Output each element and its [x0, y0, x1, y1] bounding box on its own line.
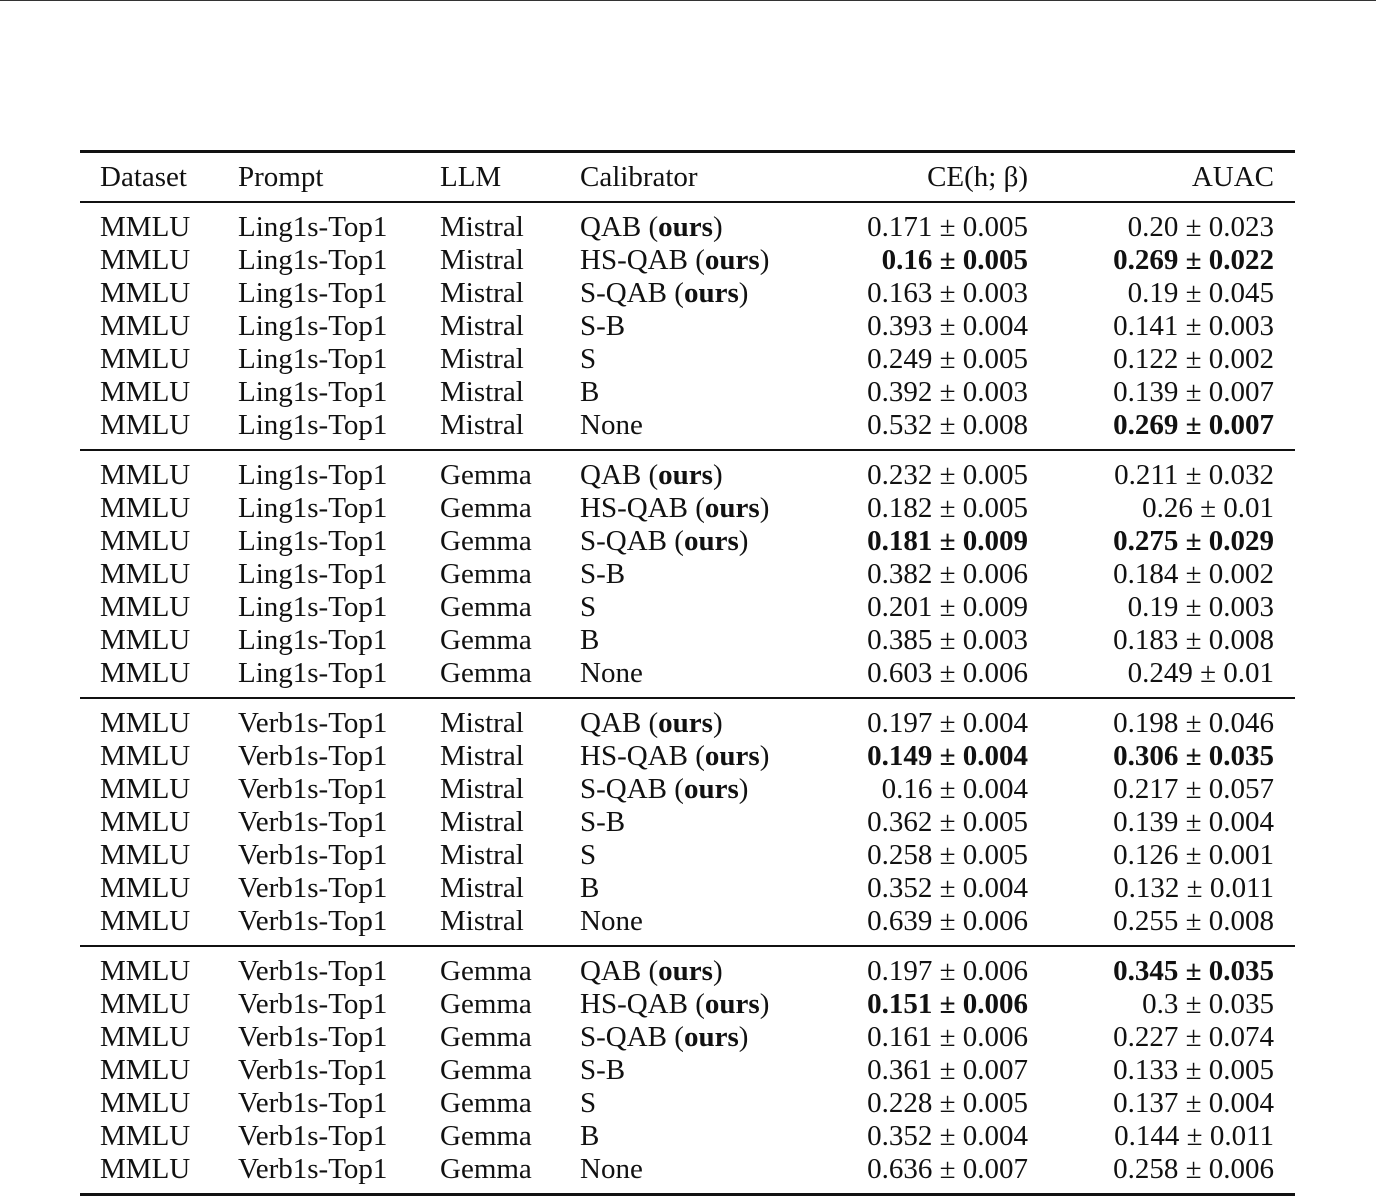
- cell-ce: 0.161 ± 0.006: [867, 1021, 1028, 1053]
- table-row: [80, 459, 1295, 492]
- cell-dataset: MMLU: [100, 492, 191, 524]
- cell-llm: Gemma: [440, 459, 532, 491]
- calibrator-name: QAB: [580, 707, 642, 739]
- cell-dataset: MMLU: [100, 624, 191, 656]
- cell-dataset: MMLU: [100, 1087, 191, 1119]
- cell-auac: 0.269 ± 0.007: [1113, 409, 1274, 441]
- cell-ce: 0.352 ± 0.004: [867, 1120, 1028, 1152]
- table-row: [80, 1153, 1295, 1186]
- cell-auac: 0.26 ± 0.01: [1142, 492, 1274, 524]
- cell-llm: Gemma: [440, 492, 532, 524]
- cell-dataset: MMLU: [100, 525, 191, 557]
- cell-ce: 0.197 ± 0.006: [867, 955, 1028, 987]
- cell-calibrator: [580, 624, 599, 657]
- cell-llm: Gemma: [440, 988, 532, 1020]
- ours-tag: ours: [658, 955, 713, 987]
- cell-auac: 0.132 ± 0.011: [1114, 872, 1274, 904]
- table-group: [80, 451, 1295, 697]
- cell-ce: 0.228 ± 0.005: [867, 1087, 1028, 1119]
- cell-calibrator: S-QAB (ours): [580, 277, 749, 309]
- cell-llm: Gemma: [440, 591, 532, 623]
- calibrator-name: S-QAB: [580, 773, 668, 805]
- table-row: [80, 409, 1295, 442]
- calibrator-name: S: [580, 591, 597, 623]
- header-calibrator: Calibrator: [580, 161, 698, 193]
- calibrator-name: QAB: [580, 459, 642, 491]
- cell-llm: Mistral: [440, 839, 524, 871]
- cell-llm: Mistral: [440, 740, 524, 772]
- table-row: [80, 806, 1295, 839]
- header-auac: AUAC: [1191, 161, 1274, 193]
- cell-ce: 0.385 ± 0.003: [867, 624, 1028, 656]
- cell-auac: 0.137 ± 0.004: [1113, 1087, 1274, 1119]
- cell-prompt: Verb1s-Top1: [238, 1153, 388, 1185]
- cell-prompt: Verb1s-Top1: [238, 1021, 388, 1053]
- table-row: [80, 839, 1295, 872]
- cell-dataset: MMLU: [100, 1021, 191, 1053]
- cell-prompt: Ling1s-Top1: [238, 409, 388, 441]
- ours-tag: ours: [683, 1021, 739, 1053]
- ours-tag: ours: [704, 492, 760, 524]
- table-row: [80, 310, 1295, 343]
- cell-ce: 0.362 ± 0.005: [867, 806, 1028, 838]
- cell-auac: 0.19 ± 0.003: [1127, 591, 1274, 623]
- cell-auac: 0.3 ± 0.035: [1142, 988, 1274, 1020]
- cell-calibrator: S-QAB (ours): [580, 525, 749, 557]
- ours-tag: ours: [704, 740, 760, 772]
- table-row: [80, 376, 1295, 409]
- header-ce: CE(h; β): [927, 161, 1028, 193]
- calibrator-name: B: [580, 624, 600, 656]
- cell-ce: 0.232 ± 0.005: [867, 459, 1028, 491]
- calibrator-name: S: [580, 839, 597, 871]
- cell-ce: 0.182 ± 0.005: [867, 492, 1028, 524]
- cell-llm: Mistral: [440, 773, 524, 805]
- cell-calibrator: HS-QAB (ours): [580, 988, 770, 1020]
- cell-auac: 0.139 ± 0.007: [1113, 376, 1274, 408]
- ours-tag: ours: [658, 459, 713, 491]
- calibrator-name: S-QAB: [580, 277, 668, 309]
- table-row: [80, 707, 1295, 740]
- header-dataset: Dataset: [100, 161, 187, 193]
- ours-tag: ours: [704, 988, 760, 1020]
- table-row: [80, 773, 1295, 806]
- table-row: [80, 277, 1295, 310]
- cell-auac: 0.211 ± 0.032: [1114, 459, 1274, 491]
- cell-dataset: MMLU: [100, 1054, 191, 1086]
- cell-prompt: Ling1s-Top1: [238, 657, 388, 689]
- cell-llm: Mistral: [440, 277, 524, 309]
- cell-prompt: Ling1s-Top1: [238, 310, 388, 342]
- cell-ce: 0.16 ± 0.004: [881, 773, 1028, 805]
- cell-llm: Gemma: [440, 525, 532, 557]
- cell-ce: 0.197 ± 0.004: [867, 707, 1028, 739]
- calibrator-name: HS-QAB: [580, 492, 688, 524]
- cell-prompt: Ling1s-Top1: [238, 591, 388, 623]
- cell-ce: 0.352 ± 0.004: [867, 872, 1028, 904]
- table-row: [80, 591, 1295, 624]
- cell-llm: Gemma: [440, 955, 532, 987]
- cell-auac: 0.133 ± 0.005: [1113, 1054, 1274, 1086]
- cell-prompt: Ling1s-Top1: [238, 343, 388, 375]
- cell-auac: 0.19 ± 0.045: [1127, 277, 1274, 309]
- calibrator-name: None: [580, 1153, 643, 1185]
- table-row: [80, 740, 1295, 773]
- cell-dataset: MMLU: [100, 1153, 191, 1185]
- cell-dataset: MMLU: [100, 409, 191, 441]
- cell-llm: Gemma: [440, 1054, 532, 1086]
- cell-ce: 0.382 ± 0.006: [867, 558, 1028, 590]
- cell-calibrator: [580, 376, 599, 409]
- cell-calibrator: [580, 872, 599, 905]
- cell-calibrator: HS-QAB (ours): [580, 740, 770, 772]
- cell-prompt: Ling1s-Top1: [238, 525, 388, 557]
- cell-auac: 0.275 ± 0.029: [1113, 525, 1274, 557]
- cell-dataset: MMLU: [100, 806, 191, 838]
- cell-calibrator: S-QAB (ours): [580, 773, 749, 805]
- cell-prompt: Verb1s-Top1: [238, 707, 388, 739]
- cell-calibrator: [580, 343, 596, 376]
- cell-calibrator: [580, 591, 596, 624]
- calibrator-name: HS-QAB: [580, 988, 688, 1020]
- cell-auac: 0.306 ± 0.035: [1113, 740, 1274, 772]
- cell-ce: 0.258 ± 0.005: [867, 839, 1028, 871]
- calibrator-name: None: [580, 905, 643, 937]
- table-row: [80, 244, 1295, 277]
- cell-calibrator: QAB (ours): [580, 459, 723, 491]
- cell-ce: 0.603 ± 0.006: [867, 657, 1028, 689]
- cell-auac: 0.126 ± 0.001: [1113, 839, 1274, 871]
- cell-calibrator: [580, 1087, 596, 1120]
- table-row: [80, 525, 1295, 558]
- cell-auac: 0.345 ± 0.035: [1113, 955, 1274, 987]
- cell-calibrator: [580, 409, 643, 442]
- cell-llm: Gemma: [440, 1087, 532, 1119]
- cell-llm: Mistral: [440, 905, 524, 937]
- table-bottom-rule: [80, 1193, 1295, 1196]
- cell-prompt: Ling1s-Top1: [238, 558, 388, 590]
- cell-llm: Gemma: [440, 1153, 532, 1185]
- cell-calibrator: [580, 1120, 599, 1153]
- cell-calibrator: [580, 806, 625, 839]
- ours-tag: ours: [683, 277, 739, 309]
- cell-auac: 0.20 ± 0.023: [1127, 211, 1274, 243]
- cell-prompt: Verb1s-Top1: [238, 1054, 388, 1086]
- cell-prompt: Ling1s-Top1: [238, 277, 388, 309]
- cell-calibrator: [580, 905, 643, 938]
- calibrator-name: B: [580, 872, 600, 904]
- cell-calibrator: [580, 1153, 643, 1186]
- cell-calibrator: S-QAB (ours): [580, 1021, 749, 1053]
- calibrator-name: S-B: [580, 310, 626, 342]
- cell-prompt: Ling1s-Top1: [238, 211, 388, 243]
- cell-auac: 0.184 ± 0.002: [1113, 558, 1274, 590]
- cell-prompt: Verb1s-Top1: [238, 872, 388, 904]
- table-row: [80, 492, 1295, 525]
- calibrator-name: HS-QAB: [580, 740, 688, 772]
- cell-auac: 0.122 ± 0.002: [1113, 343, 1274, 375]
- cell-prompt: Verb1s-Top1: [238, 1087, 388, 1119]
- cell-auac: 0.141 ± 0.003: [1113, 310, 1274, 342]
- calibrator-name: QAB: [580, 955, 642, 987]
- cell-auac: 0.269 ± 0.022: [1113, 244, 1274, 276]
- cell-auac: 0.227 ± 0.074: [1113, 1021, 1274, 1053]
- table-row: [80, 558, 1295, 591]
- cell-prompt: Ling1s-Top1: [238, 459, 388, 491]
- table-row: [80, 988, 1295, 1021]
- table-row: [80, 657, 1295, 690]
- cell-llm: Mistral: [440, 244, 524, 276]
- cell-dataset: MMLU: [100, 558, 191, 590]
- cell-dataset: MMLU: [100, 343, 191, 375]
- cell-auac: 0.144 ± 0.011: [1114, 1120, 1274, 1152]
- cell-ce: 0.532 ± 0.008: [867, 409, 1028, 441]
- ours-tag: ours: [683, 525, 739, 557]
- page-top-rule: [0, 0, 1376, 1]
- cell-llm: Mistral: [440, 376, 524, 408]
- calibrator-name: S-QAB: [580, 1021, 668, 1053]
- cell-llm: Gemma: [440, 1021, 532, 1053]
- cell-dataset: MMLU: [100, 310, 191, 342]
- calibrator-name: S: [580, 1087, 597, 1119]
- cell-prompt: Ling1s-Top1: [238, 244, 388, 276]
- cell-ce: 0.16 ± 0.005: [881, 244, 1028, 276]
- cell-llm: Gemma: [440, 558, 532, 590]
- cell-calibrator: QAB (ours): [580, 707, 723, 739]
- cell-prompt: Verb1s-Top1: [238, 740, 388, 772]
- cell-ce: 0.163 ± 0.003: [867, 277, 1028, 309]
- table-header-row: [80, 153, 1295, 201]
- cell-llm: Mistral: [440, 409, 524, 441]
- cell-auac: 0.249 ± 0.01: [1127, 657, 1274, 689]
- calibrator-name: S: [580, 343, 597, 375]
- cell-dataset: MMLU: [100, 376, 191, 408]
- cell-ce: 0.151 ± 0.006: [867, 988, 1028, 1020]
- cell-prompt: Verb1s-Top1: [238, 988, 388, 1020]
- cell-llm: Gemma: [440, 657, 532, 689]
- cell-prompt: Ling1s-Top1: [238, 376, 388, 408]
- ours-tag: ours: [658, 707, 713, 739]
- cell-calibrator: QAB (ours): [580, 955, 723, 987]
- cell-calibrator: [580, 558, 625, 591]
- calibrator-name: S-B: [580, 806, 626, 838]
- calibrator-name: B: [580, 1120, 600, 1152]
- calibrator-name: HS-QAB: [580, 244, 688, 276]
- cell-llm: Mistral: [440, 343, 524, 375]
- header-prompt: Prompt: [238, 161, 324, 193]
- cell-prompt: Ling1s-Top1: [238, 624, 388, 656]
- cell-ce: 0.149 ± 0.004: [867, 740, 1028, 772]
- calibrator-name: S-B: [580, 558, 626, 590]
- cell-prompt: Verb1s-Top1: [238, 1120, 388, 1152]
- cell-dataset: MMLU: [100, 459, 191, 491]
- cell-llm: Gemma: [440, 624, 532, 656]
- cell-dataset: MMLU: [100, 872, 191, 904]
- table-row: [80, 905, 1295, 938]
- cell-ce: 0.636 ± 0.007: [867, 1153, 1028, 1185]
- cell-calibrator: QAB (ours): [580, 211, 723, 243]
- cell-prompt: Verb1s-Top1: [238, 905, 388, 937]
- results-table: [80, 150, 1295, 1196]
- ours-tag: ours: [704, 244, 760, 276]
- cell-llm: Mistral: [440, 806, 524, 838]
- calibrator-name: QAB: [580, 211, 642, 243]
- table-row: [80, 1054, 1295, 1087]
- cell-ce: 0.393 ± 0.004: [867, 310, 1028, 342]
- cell-dataset: MMLU: [100, 244, 191, 276]
- cell-dataset: MMLU: [100, 211, 191, 243]
- cell-ce: 0.361 ± 0.007: [867, 1054, 1028, 1086]
- cell-dataset: MMLU: [100, 773, 191, 805]
- cell-calibrator: [580, 839, 596, 872]
- cell-llm: Mistral: [440, 872, 524, 904]
- cell-auac: 0.217 ± 0.057: [1113, 773, 1274, 805]
- table-row: [80, 1021, 1295, 1054]
- cell-dataset: MMLU: [100, 277, 191, 309]
- cell-ce: 0.249 ± 0.005: [867, 343, 1028, 375]
- cell-calibrator: [580, 310, 625, 343]
- cell-llm: Mistral: [440, 211, 524, 243]
- table-body: [80, 203, 1295, 1196]
- cell-llm: Mistral: [440, 707, 524, 739]
- cell-calibrator: [580, 1054, 625, 1087]
- cell-dataset: MMLU: [100, 657, 191, 689]
- cell-dataset: MMLU: [100, 955, 191, 987]
- table-group: [80, 203, 1295, 449]
- table-row: [80, 211, 1295, 244]
- table-row: [80, 624, 1295, 657]
- cell-llm: Gemma: [440, 1120, 532, 1152]
- cell-calibrator: HS-QAB (ours): [580, 492, 770, 524]
- table-row: [80, 955, 1295, 988]
- cell-dataset: MMLU: [100, 591, 191, 623]
- table-row: [80, 1120, 1295, 1153]
- cell-dataset: MMLU: [100, 839, 191, 871]
- cell-ce: 0.639 ± 0.006: [867, 905, 1028, 937]
- cell-prompt: Verb1s-Top1: [238, 955, 388, 987]
- cell-auac: 0.258 ± 0.006: [1113, 1153, 1274, 1185]
- table-row: [80, 1087, 1295, 1120]
- ours-tag: ours: [683, 773, 739, 805]
- cell-auac: 0.183 ± 0.008: [1113, 624, 1274, 656]
- cell-ce: 0.201 ± 0.009: [867, 591, 1028, 623]
- cell-prompt: Verb1s-Top1: [238, 773, 388, 805]
- header-llm: LLM: [440, 161, 502, 193]
- calibrator-name: S-B: [580, 1054, 626, 1086]
- calibrator-name: None: [580, 657, 643, 689]
- calibrator-name: S-QAB: [580, 525, 668, 557]
- cell-ce: 0.171 ± 0.005: [867, 211, 1028, 243]
- cell-ce: 0.181 ± 0.009: [867, 525, 1028, 557]
- cell-prompt: Ling1s-Top1: [238, 492, 388, 524]
- cell-ce: 0.392 ± 0.003: [867, 376, 1028, 408]
- cell-calibrator: HS-QAB (ours): [580, 244, 770, 276]
- table-group: [80, 699, 1295, 945]
- table-row: [80, 872, 1295, 905]
- cell-dataset: MMLU: [100, 905, 191, 937]
- table-group: [80, 947, 1295, 1193]
- calibrator-name: B: [580, 376, 600, 408]
- cell-dataset: MMLU: [100, 1120, 191, 1152]
- ours-tag: ours: [658, 211, 713, 243]
- cell-dataset: MMLU: [100, 707, 191, 739]
- cell-auac: 0.139 ± 0.004: [1113, 806, 1274, 838]
- table-row: [80, 343, 1295, 376]
- cell-llm: Mistral: [440, 310, 524, 342]
- cell-prompt: Verb1s-Top1: [238, 806, 388, 838]
- cell-dataset: MMLU: [100, 988, 191, 1020]
- cell-auac: 0.255 ± 0.008: [1113, 905, 1274, 937]
- cell-auac: 0.198 ± 0.046: [1113, 707, 1274, 739]
- cell-dataset: MMLU: [100, 740, 191, 772]
- cell-prompt: Verb1s-Top1: [238, 839, 388, 871]
- cell-calibrator: [580, 657, 643, 690]
- calibrator-name: None: [580, 409, 643, 441]
